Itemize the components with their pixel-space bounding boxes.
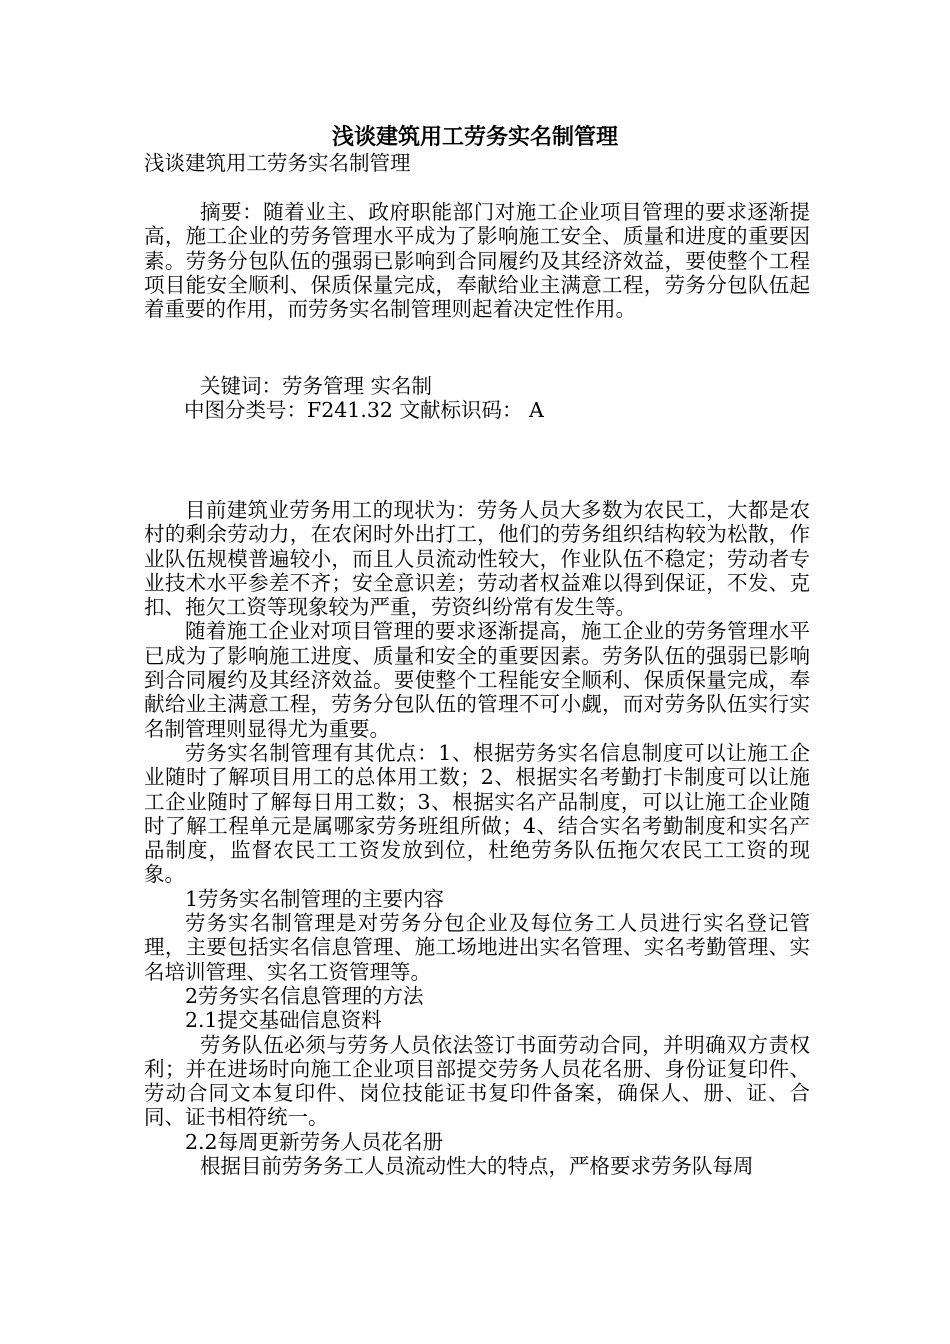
- body-paragraph: 劳务队伍必须与劳务人员依法签订书面劳动合同，并明确双方责权利；并在进场时向施工企业项目部提交劳务人员花名册、身份证复印件、劳动合同文本复印件、岗位技能证书复印件备案，确保人、册、证、合同、证书相符统一。: [144, 1032, 810, 1130]
- body-paragraph: 目前建筑业劳务用工的现状为：劳务人员大多数为农民工，大都是农村的剩余劳动力，在农闲时外出打工，他们的劳务组织结构较为松散，作业队伍规模普遍较小，而且人员流动性较大，作业队伍不稳定；劳动者专业技术水平参差不齐；安全意识差；劳动者权益难以得到保证，不发、克扣、拖欠工资等现象较为严重，劳资纠纷常有发生等。: [144, 498, 810, 620]
- section-heading: 2劳务实名信息管理的方法: [185, 983, 424, 1008]
- section-heading: 1劳务实名制管理的主要内容: [185, 886, 445, 911]
- document-subtitle: 浅谈建筑用工劳务实名制管理: [144, 151, 411, 175]
- keywords-line: 关键词：劳务管理 实名制: [200, 374, 433, 398]
- subsection-heading: 2.1提交基础信息资料: [185, 1008, 382, 1033]
- body-text: [144, 498, 810, 1178]
- abstract-paragraph: 摘要：随着业主、政府职能部门对施工企业项目管理的要求逐渐提高，施工企业的劳务管理水平成为了影响施工安全、质量和进度的重要因素。劳务分包队伍的强弱已影响到合同履约及其经济效益，要使整个工程项目能安全顺利、保质保量完成，奉献给业主满意工程，劳务分包队伍起着重要的作用，而劳务实名制管理则起着决定性作用。: [144, 200, 810, 322]
- body-paragraph: 劳务实名制管理有其优点：1、根据劳务实名信息制度可以让施工企业随时了解项目用工的总体用工数；2、根据实名考勤打卡制度可以让施工企业随时了解每日用工数；3、根据实名产品制度，可以让施工企业随时了解工程单元是属哪家劳务班组所做；4、结合实名考勤制度和实名产品制度，监督农民工工资发放到位，杜绝劳务队伍拖欠农民工工资的现象。: [144, 740, 810, 887]
- classification-line: 中图分类号：F241.32 文献标识码： A: [184, 398, 544, 422]
- body-paragraph: 随着施工企业对项目管理的要求逐渐提高，施工企业的劳务管理水平已成为了影响施工进度、质量和安全的重要因素。劳务队伍的强弱已影响到合同履约及其经济效益。要使整个工程能安全顺利、保质保量完成，奉献给业主满意工程，劳务分包队伍的管理不可小觑，而对劳务队伍实行实名制管理则显得尤为重要。: [144, 619, 810, 741]
- subsection-heading: 2.2每周更新劳务人员花名册: [185, 1129, 444, 1154]
- body-paragraph: 劳务实名制管理是对劳务分包企业及每位务工人员进行实名登记管理，主要包括实名信息管理、施工场地进出实名管理、实名考勤管理、实名培训管理、实名工资管理等。: [144, 911, 810, 984]
- document-title: 浅谈建筑用工劳务实名制管理: [331, 124, 618, 150]
- body-paragraph: 根据目前劳务务工人员流动性大的特点，严格要求劳务队每周: [200, 1154, 754, 1179]
